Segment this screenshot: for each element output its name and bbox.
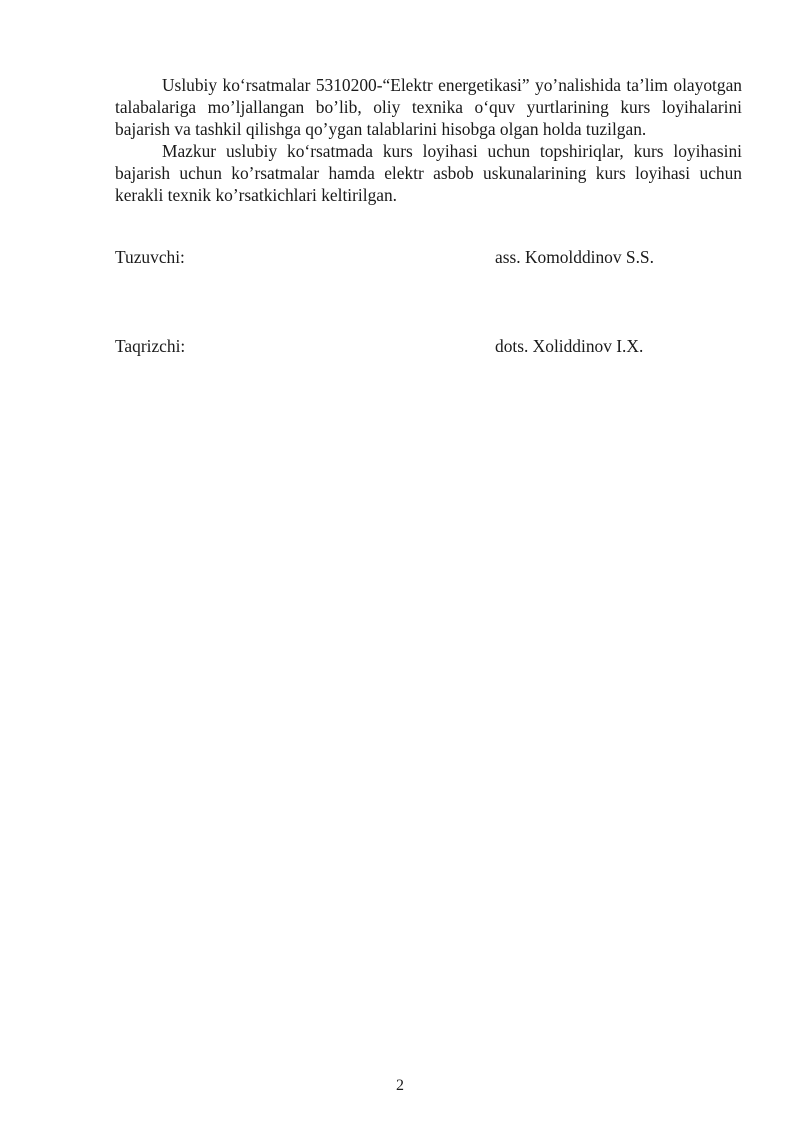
author-signature-row <box>115 246 742 268</box>
summary-paragraph: Mazkur uslubiy ko‘rsatmada kurs loyihasi uchun topshiriqlar, kurs loyihasini bajarish uchun ko’rsatmalar hamda elektr asbob uskunalarining kurs loyihasi uchun kerakli texnik ko’rsatkichlari keltirilgan. <box>115 141 742 205</box>
page-number: 2 <box>396 1077 404 1094</box>
reviewer-name: dots. Xoliddinov I.X. <box>495 336 644 356</box>
intro-paragraph: Uslubiy ko‘rsatmalar 5310200-“Elektr energetikasi” yo’nalishida ta’lim olayotgan talabalariga mo’ljallangan bo’lib, oliy texnika o‘quv yurtlarining kurs loyihalarini bajarish va tashkil qilishga qo’ygan talablarini hisobga olgan holda tuzilgan. <box>115 75 742 139</box>
author-name: ass. Komolddinov S.S. <box>495 247 654 267</box>
document-body <box>115 74 742 206</box>
reviewer-label: Taqrizchi: <box>115 336 186 356</box>
reviewer-signature-row <box>115 335 742 357</box>
author-label: Tuzuvchi: <box>115 247 185 267</box>
